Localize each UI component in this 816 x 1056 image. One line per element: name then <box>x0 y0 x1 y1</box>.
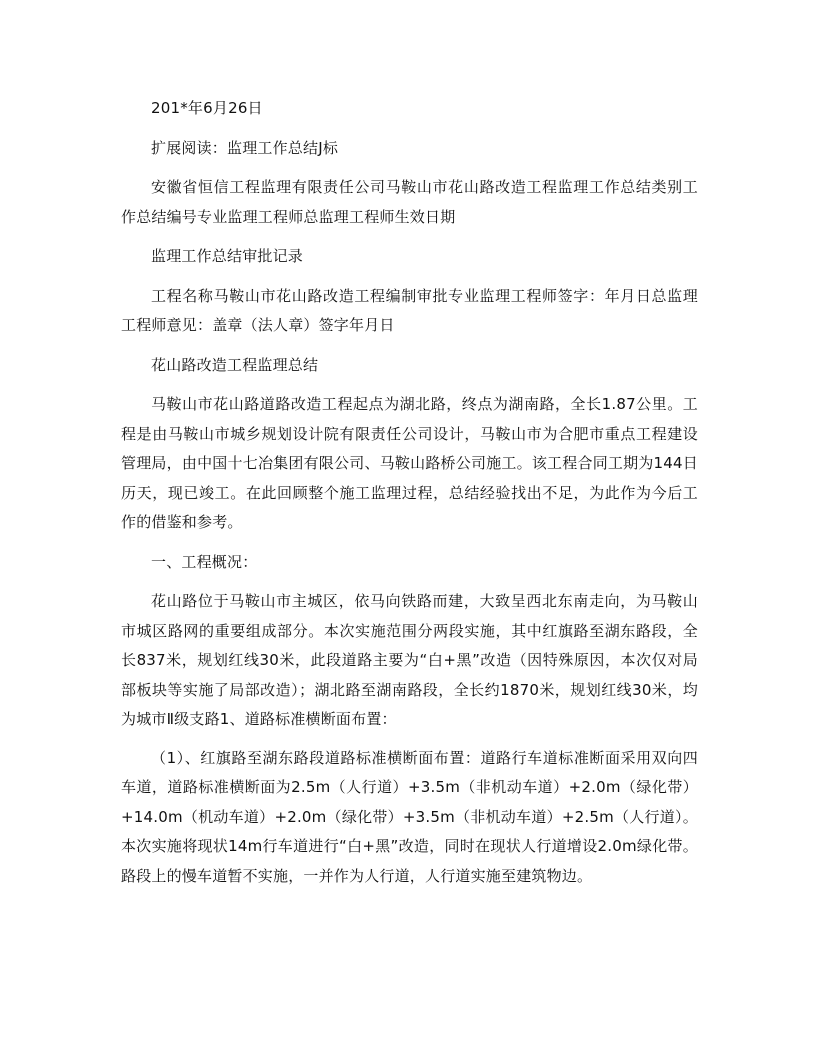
document-body <box>121 94 698 891</box>
extended-reading-title: 扩展阅读：监理工作总结J标 <box>151 138 339 157</box>
company-header-paragraph: 安徽省恒信工程监理有限责任公司马鞍山市花山路改造工程监理工作总结类别工作总结编号专业监理工程师总监理工程师生效日期 <box>121 178 698 226</box>
cross-section-paragraph: （1）、红旗路至湖东路段道路标准横断面布置：道路行车道标准断面采用双向四车道，道路标准横断面为2.5m（人行道）+3.5m（非机动车道）+2.0m（绿化带）+14.0m（机动车道）+2.0m（绿化带）+3.5m（非机动车道）+2.5m（人行道）。本次实施将现状14m行车道进行“白+黑”改造，同时在现状人行道增设2.0m绿化带。路段上的慢车道暂不实施，一并作为人行道，人行道实施至建筑物边。 <box>121 748 698 885</box>
date-line: 201*年6月26日 <box>151 99 263 117</box>
approval-record-heading: 监理工作总结审批记录 <box>151 247 304 265</box>
section-one-heading: 一、工程概况： <box>151 552 258 571</box>
summary-heading: 花山路改造工程监理总结 <box>151 355 319 374</box>
project-intro-paragraph: 马鞍山市花山路道路改造工程起点为湖北路，终点为湖南路，全长1.87公里。工程是由马鞍山市城乡规划设计院有限责任公司设计，马鞍山市为合肥市重点工程建设管理局，由中国十七冶集团有限公司、马鞍山路桥公司施工。该工程合同工期为144日历天，现已竣工。在此回顾整个施工监理过程，总结经验找出不足，为此作为今后工作的借鉴和参考。 <box>121 395 698 531</box>
approval-record-paragraph: 工程名称马鞍山市花山路改造工程编制审批专业监理工程师签字：年月日总监理工程师意见：盖章（法人章）签字年月日 <box>121 286 698 334</box>
project-overview-paragraph: 花山路位于马鞍山市主城区，依马向铁路而建，大致呈西北东南走向，为马鞍山市城区路网的重要组成部分。本次实施范围分两段实施，其中红旗路至湖东路段，全长837米，规划红线30米，此段道路主要为“白+黑”改造（因特殊原因，本次仅对局部板块等实施了局部改造）；湖北路至湖南路段，全长约1870米，规划红线30米，均为城市Ⅱ级支路1、道路标准横断面布置： <box>121 592 698 728</box>
